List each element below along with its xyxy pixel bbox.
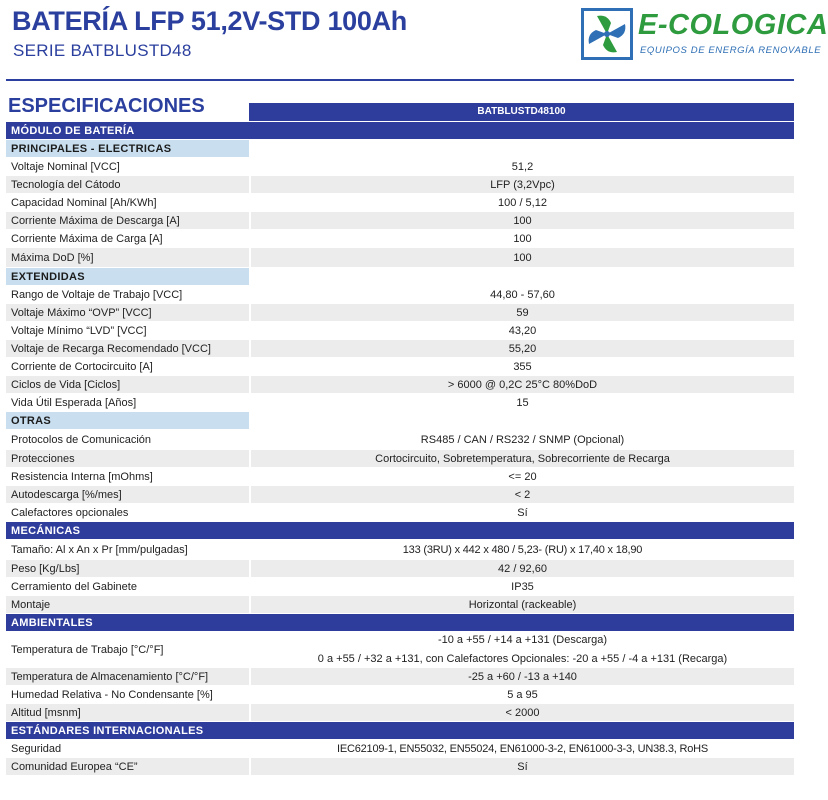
table-row bbox=[6, 304, 794, 322]
table-row bbox=[6, 740, 794, 758]
spec-label: Máxima DoD [%] bbox=[6, 248, 249, 267]
spec-value: RS485 / CAN / RS232 / SNMP (Opcional) bbox=[251, 430, 794, 449]
table-row bbox=[6, 560, 794, 578]
table-row bbox=[6, 212, 794, 230]
spec-label: Protocolos de Comunicación bbox=[6, 430, 249, 449]
spec-label: Temperatura de Trabajo [°C/°F] bbox=[6, 632, 249, 667]
spec-value: 59 bbox=[251, 304, 794, 321]
table-row bbox=[6, 758, 794, 776]
table-row bbox=[6, 540, 794, 560]
subsection-label: OTRAS bbox=[6, 412, 249, 429]
model-header: BATBLUSTD48100 bbox=[249, 103, 794, 121]
spec-label: Voltaje de Recarga Recomendado [VCC] bbox=[6, 340, 249, 357]
table-row bbox=[6, 376, 794, 394]
windmill-logo-icon bbox=[580, 7, 634, 61]
spec-label: Seguridad bbox=[6, 740, 249, 757]
table-row bbox=[6, 668, 794, 686]
spec-value-line: 0 a +55 / +32 a +131, con Calefactores Opcionales: -20 a +55 / -4 a +131 (Recarga) bbox=[317, 653, 728, 665]
section-header bbox=[6, 722, 794, 740]
spec-label: Altitud [msnm] bbox=[6, 704, 249, 721]
spec-table bbox=[6, 122, 794, 776]
spec-label: Vida Útil Esperada [Años] bbox=[6, 394, 249, 411]
brand-logo bbox=[574, 5, 828, 65]
subsection-value-cell bbox=[251, 268, 794, 285]
spec-label: Resistencia Interna [mOhms] bbox=[6, 468, 249, 485]
subsection-value-cell bbox=[251, 412, 794, 429]
spec-value: Horizontal (rackeable) bbox=[251, 596, 794, 613]
spec-value: 42 / 92,60 bbox=[251, 560, 794, 577]
spec-label: Voltaje Mínimo “LVD” [VCC] bbox=[6, 322, 249, 339]
table-row bbox=[6, 286, 794, 304]
spec-label: Protecciones bbox=[6, 450, 249, 467]
table-row bbox=[6, 322, 794, 340]
table-row bbox=[6, 504, 794, 522]
table-row bbox=[6, 596, 794, 614]
subsection-label: EXTENDIDAS bbox=[6, 268, 249, 285]
header bbox=[0, 0, 828, 80]
brand-name: E-COLOGICA bbox=[638, 9, 828, 41]
spec-value-line: -10 a +55 / +14 a +131 (Descarga) bbox=[251, 634, 794, 650]
spec-label: Corriente de Cortocircuito [A] bbox=[6, 358, 249, 375]
spec-label: Ciclos de Vida [Ciclos] bbox=[6, 376, 249, 393]
spec-label: Voltaje Máximo “OVP” [VCC] bbox=[6, 304, 249, 321]
subsection-header bbox=[6, 140, 794, 158]
section-label: AMBIENTALES bbox=[11, 616, 93, 629]
spec-label: Corriente Máxima de Descarga [A] bbox=[6, 212, 249, 229]
table-row bbox=[6, 486, 794, 504]
brand-tagline: EQUIPOS DE ENERGÍA RENOVABLE bbox=[640, 45, 822, 56]
table-row bbox=[6, 230, 794, 248]
spec-value: 44,80 - 57,60 bbox=[251, 286, 794, 303]
page-title: BATERÍA LFP 51,2V-STD 100Ah bbox=[12, 6, 408, 36]
spec-label: Tecnología del Cátodo bbox=[6, 176, 249, 193]
spec-value: IP35 bbox=[251, 578, 794, 595]
table-row bbox=[6, 194, 794, 212]
spec-value: 133 (3RU) x 442 x 480 / 5,23- (RU) x 17,40 x 18,90 bbox=[251, 540, 794, 559]
spec-label: Temperatura de Almacenamiento [°C/°F] bbox=[6, 668, 249, 685]
spec-label: Rango de Voltaje de Trabajo [VCC] bbox=[6, 286, 249, 303]
spec-value: -25 a +60 / -13 a +140 bbox=[251, 668, 794, 685]
spec-value: 55,20 bbox=[251, 340, 794, 357]
spec-value: 355 bbox=[251, 358, 794, 375]
spec-value: IEC62109-1, EN55032, EN55024, EN61000-3-2, EN61000-3-3, UN38.3, RoHS bbox=[251, 740, 794, 757]
spec-value: 51,2 bbox=[251, 158, 794, 175]
spec-label: Tamaño: Al x An x Pr [mm/pulgadas] bbox=[6, 540, 249, 559]
spec-value: 43,20 bbox=[251, 322, 794, 339]
section-header bbox=[6, 122, 794, 140]
spec-label: Humedad Relativa - No Condensante [%] bbox=[6, 686, 249, 703]
spec-label: Cerramiento del Gabinete bbox=[6, 578, 249, 595]
table-row bbox=[6, 632, 794, 668]
spec-value: <= 20 bbox=[251, 468, 794, 485]
table-row bbox=[6, 468, 794, 486]
section-label: MÓDULO DE BATERÍA bbox=[11, 124, 135, 137]
spec-value: < 2 bbox=[251, 486, 794, 503]
spec-label: Montaje bbox=[6, 596, 249, 613]
table-row bbox=[6, 358, 794, 376]
spec-value: Sí bbox=[251, 504, 794, 521]
table-row bbox=[6, 340, 794, 358]
spec-value: 100 / 5,12 bbox=[251, 194, 794, 211]
spec-label: Calefactores opcionales bbox=[6, 504, 249, 521]
spec-value bbox=[251, 632, 794, 667]
spec-label: Autodescarga [%/mes] bbox=[6, 486, 249, 503]
spec-value: 100 bbox=[251, 248, 794, 267]
subsection-value-cell bbox=[251, 140, 794, 157]
table-row bbox=[6, 176, 794, 194]
section-header bbox=[6, 614, 794, 632]
section-label: MECÁNICAS bbox=[11, 524, 81, 537]
spec-value: 5 a 95 bbox=[251, 686, 794, 703]
table-row bbox=[6, 430, 794, 450]
section-label: ESTÁNDARES INTERNACIONALES bbox=[11, 724, 204, 737]
specs-heading: ESPECIFICACIONES bbox=[8, 95, 205, 117]
spec-label: Capacidad Nominal [Ah/KWh] bbox=[6, 194, 249, 211]
spec-label: Corriente Máxima de Carga [A] bbox=[6, 230, 249, 247]
spec-value: 15 bbox=[251, 394, 794, 411]
subsection-header bbox=[6, 412, 794, 430]
spec-value: Sí bbox=[251, 758, 794, 775]
header-divider bbox=[6, 79, 794, 81]
spec-label: Peso [Kg/Lbs] bbox=[6, 560, 249, 577]
spec-value: 100 bbox=[251, 212, 794, 229]
subsection-label: PRINCIPALES - ELECTRICAS bbox=[6, 140, 249, 157]
table-row bbox=[6, 158, 794, 176]
spec-value: < 2000 bbox=[251, 704, 794, 721]
subsection-header bbox=[6, 268, 794, 286]
table-row bbox=[6, 578, 794, 596]
table-row bbox=[6, 704, 794, 722]
spec-label: Voltaje Nominal [VCC] bbox=[6, 158, 249, 175]
spec-label: Comunidad Europea “CE” bbox=[6, 758, 249, 775]
table-row bbox=[6, 686, 794, 704]
spec-value: Cortocircuito, Sobretemperatura, Sobrecorriente de Recarga bbox=[251, 450, 794, 467]
table-row bbox=[6, 450, 794, 468]
page-subtitle: SERIE BATBLUSTD48 bbox=[13, 41, 192, 60]
table-row bbox=[6, 394, 794, 412]
spec-value: LFP (3,2Vpc) bbox=[251, 176, 794, 193]
table-row bbox=[6, 248, 794, 268]
spec-value: 100 bbox=[251, 230, 794, 247]
section-header bbox=[6, 522, 794, 540]
spec-value: > 6000 @ 0,2C 25°C 80%DoD bbox=[251, 376, 794, 393]
